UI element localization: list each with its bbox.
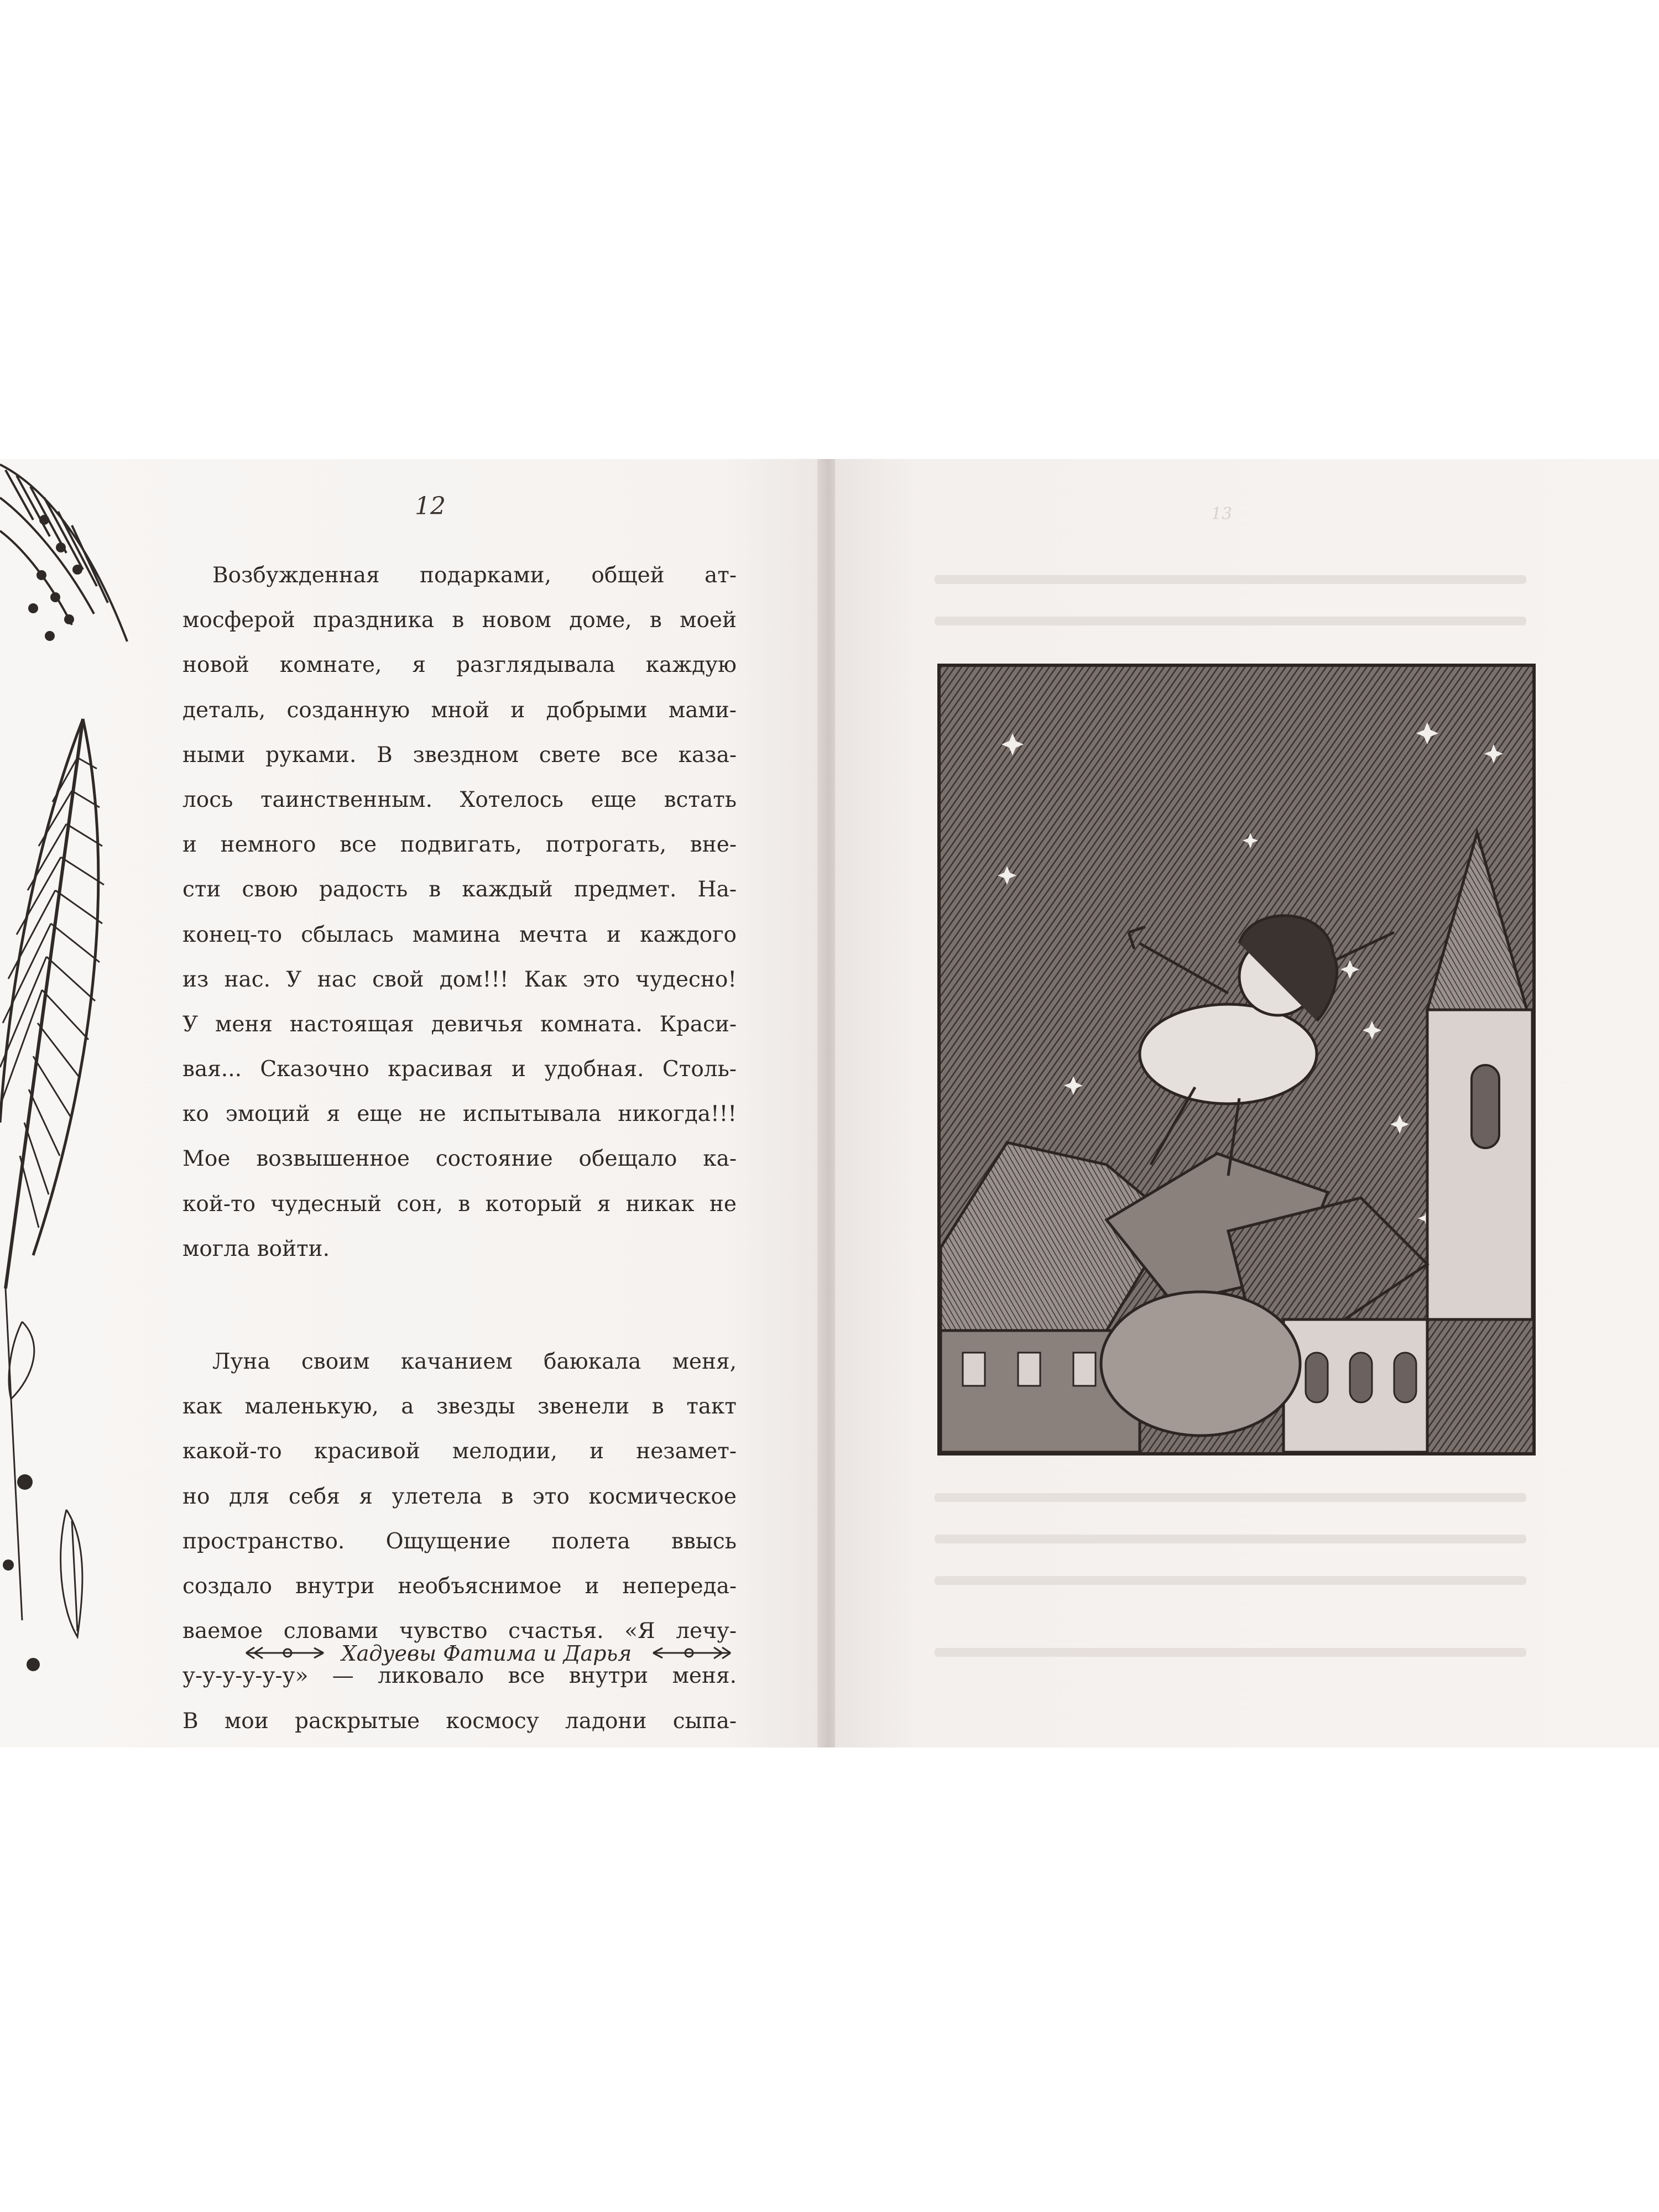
bleed-through-line (935, 575, 1526, 584)
left-page (0, 459, 824, 1747)
flying-girl-illustration (937, 664, 1536, 1455)
text-line: из нас. У нас свой дом!!! Как это чудесно! (182, 967, 737, 992)
bleed-through-line (935, 617, 1526, 625)
text-line: могла войти. (182, 1236, 330, 1261)
text-line: ко эмоций я еще не испытывала никогда!!! (182, 1102, 737, 1127)
body-text (182, 553, 737, 1744)
arrow-ornament-icon (243, 1645, 326, 1661)
feather-decoration-icon (0, 459, 133, 1747)
page-number: 12 (415, 492, 446, 520)
text-line: вая... Сказочно красивая и удобная. Столь- (182, 1057, 737, 1082)
bleed-through-line (935, 1576, 1526, 1585)
text-line: кой-то чудесный сон, в который я никак не (182, 1191, 737, 1217)
bleed-through-line (935, 1535, 1526, 1543)
text-line: новой комнате, я разглядывала каждую (182, 653, 737, 678)
text-line: мосферой праздника в новом доме, в моей (182, 608, 737, 633)
text-line: какой-то красивой мелодии, и незамет- (182, 1439, 737, 1464)
text-line: пространство. Ощущение полета ввысь (182, 1528, 737, 1554)
running-footer (243, 1637, 741, 1670)
paragraph-gap (182, 1271, 737, 1339)
text-line: сти свою радость в каждый предмет. На- (182, 877, 737, 902)
text-line: создало внутри необъяснимое и непереда- (182, 1573, 737, 1599)
bleed-through-line (935, 1648, 1526, 1657)
text-line: Луна своим качанием баюкала меня, (212, 1349, 737, 1374)
book-spread (0, 459, 1659, 1747)
text-line: В мои раскрытые космосу ладони сыпа- (182, 1708, 737, 1734)
text-line: ными руками. В звездном свете все каза- (182, 742, 737, 768)
text-line: ваемое словами чувство счастья. «Я лечу- (182, 1619, 737, 1644)
paragraph (182, 1339, 737, 1744)
text-line: Мое возвышенное состояние обещало ка- (182, 1146, 737, 1172)
text-line: и немного все подвигать, потрогать, вне- (182, 832, 737, 858)
text-line: У меня настоящая девичья комната. Краси- (182, 1011, 737, 1037)
paragraph (182, 553, 737, 1271)
text-line: конец-то сбылась мамина мечта и каждого (182, 922, 737, 947)
text-line: как маленькую, а звезды звенели в такт (182, 1394, 737, 1420)
night-town-drawing-icon (941, 667, 1532, 1452)
text-line: у-у-у-у-у-у» — ликовало все внутри меня. (182, 1663, 737, 1689)
bleed-through-line (935, 1493, 1526, 1502)
text-line: лось таинственным. Хотелось еще встать (182, 787, 737, 812)
text-line: деталь, созданную мной и добрыми мами- (182, 697, 737, 723)
text-line: но для себя я улетела в это космическое (182, 1484, 737, 1509)
text-line: Возбужденная подарками, общей ат- (212, 563, 737, 588)
footer-authors: Хадуевы Фатима и Дарья (341, 1641, 632, 1666)
right-page (835, 459, 1659, 1747)
arrow-ornament-icon (650, 1645, 733, 1661)
ghost-page-number: 13 (1211, 504, 1233, 524)
